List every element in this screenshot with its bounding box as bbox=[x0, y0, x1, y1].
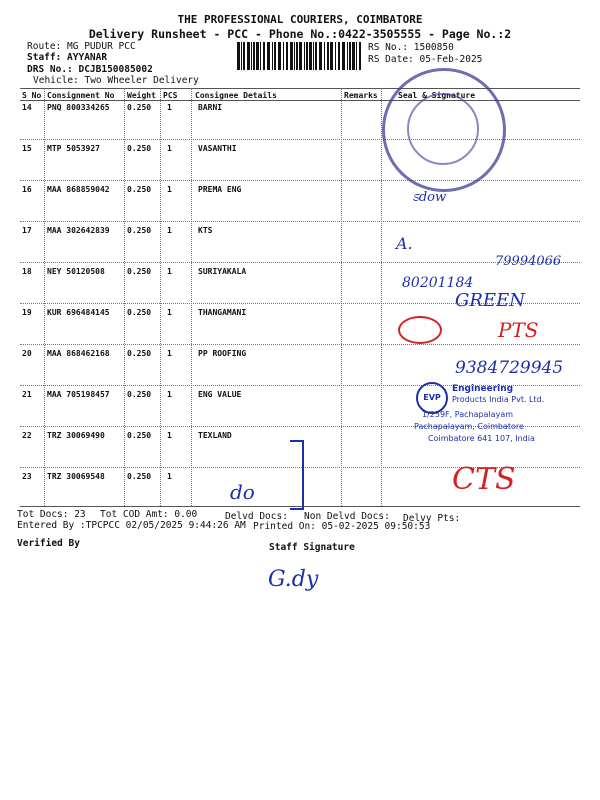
column-divider bbox=[44, 88, 45, 506]
stamp-line: Products India Pvt. Ltd. bbox=[452, 395, 545, 404]
row-pcs: 1 bbox=[167, 185, 172, 194]
handwritten-phone: 79994066 bbox=[495, 254, 562, 269]
row-pcs: 1 bbox=[167, 472, 172, 481]
row-sno: 19 bbox=[22, 308, 32, 317]
barcode-bar bbox=[290, 42, 293, 70]
row-pcs: 1 bbox=[167, 390, 172, 399]
row-sno: 16 bbox=[22, 185, 32, 194]
row-consignee: THANGAMANI bbox=[198, 308, 247, 317]
staff-handwritten-signature: G.dy bbox=[268, 567, 319, 592]
barcode-bar bbox=[241, 42, 242, 70]
barcode-bar bbox=[294, 42, 295, 70]
barcode-bar bbox=[315, 42, 317, 70]
col-header-remarks: Remarks bbox=[344, 91, 378, 100]
row-weight: 0.250 bbox=[127, 267, 152, 276]
drs-number: DRS No.: DCJB150085002 bbox=[27, 64, 153, 75]
barcode-bar bbox=[352, 42, 355, 70]
row-consignee: KTS bbox=[198, 226, 213, 235]
column-divider bbox=[160, 88, 161, 506]
handwritten-mark: CTS bbox=[452, 462, 516, 497]
row-sno: 17 bbox=[22, 226, 32, 235]
barcode-bar bbox=[286, 42, 288, 70]
barcode-bar bbox=[335, 42, 336, 70]
col-header-sno: S No bbox=[22, 91, 42, 100]
stamp-line: Pachapalayam, Coimbatore bbox=[414, 422, 524, 431]
barcode-bar bbox=[247, 42, 250, 70]
entered-by: Entered By :TPCPCC 02/05/2025 9:44:26 AM bbox=[17, 520, 246, 531]
row-sno: 20 bbox=[22, 349, 32, 358]
row-consignee: TEXLAND bbox=[198, 431, 232, 440]
total-cod-amount: Tot COD Amt: 0.00 bbox=[100, 509, 198, 520]
handwritten-signature: ಽdow bbox=[412, 190, 447, 205]
row-consignment: PNQ 800334265 bbox=[47, 103, 110, 112]
row-pcs: 1 bbox=[167, 431, 172, 440]
row-divider bbox=[20, 344, 580, 345]
row-consignment: MAA 868859042 bbox=[47, 185, 110, 194]
row-consignee: PP ROOFING bbox=[198, 349, 247, 358]
barcode-bar bbox=[243, 42, 245, 70]
delivery-points: Delvy Pts: bbox=[403, 513, 461, 524]
barcode-bar bbox=[251, 42, 252, 70]
row-weight: 0.250 bbox=[127, 349, 152, 358]
barcode-bar bbox=[342, 42, 345, 70]
barcode-bar bbox=[319, 42, 322, 70]
row-consignee: BARNI bbox=[198, 103, 223, 112]
row-pcs: 1 bbox=[167, 226, 172, 235]
barcode-bar bbox=[256, 42, 259, 70]
stamp-line: Coimbatore 641 107, India bbox=[428, 434, 535, 443]
column-divider bbox=[191, 88, 192, 506]
row-sno: 15 bbox=[22, 144, 32, 153]
col-header-consignment: Consignment No bbox=[47, 91, 115, 100]
row-pcs: 1 bbox=[167, 103, 172, 112]
barcode-bar bbox=[263, 42, 265, 70]
row-consignment: TRZ 30069490 bbox=[47, 431, 105, 440]
total-docs: Tot Docs: 23 bbox=[17, 509, 86, 520]
red-scribble bbox=[398, 316, 442, 344]
row-sno: 21 bbox=[22, 390, 32, 399]
barcode-bar bbox=[347, 42, 348, 70]
row-weight: 0.250 bbox=[127, 144, 152, 153]
barcode-bar bbox=[330, 42, 333, 70]
barcode-bar bbox=[272, 42, 273, 70]
runsheet-subtitle: Delivery Runsheet - PCC - Phone No.:0422-3505555 - Page No.:2 bbox=[88, 27, 512, 41]
column-divider bbox=[381, 88, 382, 506]
handwritten-signature: A. bbox=[396, 234, 413, 253]
row-consignment: NEY 50120508 bbox=[47, 267, 105, 276]
staff-signature-label: Staff Signature bbox=[269, 542, 355, 553]
row-divider bbox=[20, 180, 580, 181]
stamp-line: 1/259F, Pachapalayam bbox=[422, 410, 514, 419]
barcode-bar bbox=[338, 42, 340, 70]
row-divider bbox=[20, 221, 580, 222]
row-consignee: ENG VALUE bbox=[198, 390, 242, 399]
barcode-bar bbox=[253, 42, 255, 70]
handwritten-phone: 9384729945 bbox=[455, 358, 564, 378]
row-pcs: 1 bbox=[167, 267, 172, 276]
barcode-bar bbox=[267, 42, 270, 70]
table-top-border bbox=[20, 88, 580, 89]
col-header-seal: Seal & Signature bbox=[398, 91, 476, 100]
row-sno: 23 bbox=[22, 472, 32, 481]
barcode-bar bbox=[306, 42, 308, 70]
row-weight: 0.250 bbox=[127, 226, 152, 235]
row-sno: 18 bbox=[22, 267, 32, 276]
row-weight: 0.250 bbox=[127, 431, 152, 440]
row-consignment: MAA 705198457 bbox=[47, 390, 110, 399]
company-seal-stamp bbox=[382, 68, 506, 192]
rs-number: RS No.: 1500850 bbox=[368, 42, 454, 53]
barcode-bar bbox=[356, 42, 357, 70]
barcode-bar bbox=[309, 42, 312, 70]
barcode-bar bbox=[304, 42, 305, 70]
col-header-weight: Weight bbox=[127, 91, 156, 100]
vehicle-label: Vehicle: Two Wheeler Delivery bbox=[33, 75, 199, 86]
barcode-bar bbox=[313, 42, 314, 70]
row-pcs: 1 bbox=[167, 308, 172, 317]
barcode-bar bbox=[296, 42, 298, 70]
row-consignment: MTP 5053927 bbox=[47, 144, 100, 153]
row-weight: 0.250 bbox=[127, 185, 152, 194]
barcode-bar bbox=[299, 42, 302, 70]
evp-logo-icon: EVP bbox=[416, 382, 448, 414]
row-pcs: 1 bbox=[167, 144, 172, 153]
delivered-docs: Delvd Docs: bbox=[225, 511, 288, 522]
col-header-pcs: PCS bbox=[163, 91, 178, 100]
blue-bracket bbox=[290, 440, 304, 510]
barcode-bar bbox=[327, 42, 329, 70]
non-delivered-docs: Non Delvd Docs: bbox=[304, 511, 390, 522]
barcode-bar bbox=[278, 42, 281, 70]
handwritten-signature: GREEN bbox=[455, 290, 525, 311]
row-consignment: MAA 868462168 bbox=[47, 349, 110, 358]
stamp-line: Engineering bbox=[452, 384, 514, 394]
column-divider bbox=[341, 88, 342, 506]
row-weight: 0.250 bbox=[127, 308, 152, 317]
handwritten-phone: 80201184 bbox=[402, 275, 474, 291]
barcode-bar bbox=[274, 42, 276, 70]
row-weight: 0.250 bbox=[127, 390, 152, 399]
barcode-bar bbox=[349, 42, 351, 70]
company-title: THE PROFESSIONAL COURIERS, COIMBATORE bbox=[177, 13, 423, 26]
barcode-bar bbox=[359, 42, 361, 70]
row-consignee: SURIYAKALA bbox=[198, 267, 247, 276]
handwritten-mark: do bbox=[230, 480, 255, 504]
row-consignment: KUR 696484145 bbox=[47, 308, 110, 317]
row-sno: 14 bbox=[22, 103, 32, 112]
row-consignment: MAA 302642839 bbox=[47, 226, 110, 235]
barcode-bar bbox=[283, 42, 284, 70]
col-header-consignee: Consignee Details bbox=[195, 91, 277, 100]
barcode-bar bbox=[324, 42, 325, 70]
printed-on: Printed On: 05-02-2025 09:50:53 bbox=[253, 521, 431, 532]
rs-date: RS Date: 05-Feb-2025 bbox=[368, 54, 483, 65]
evp-stamp bbox=[408, 376, 548, 446]
barcode bbox=[237, 42, 362, 72]
row-consignment: TRZ 30069548 bbox=[47, 472, 105, 481]
route-label: Route: MG PUDUR PCC bbox=[27, 41, 136, 52]
barcode-bar bbox=[237, 42, 240, 70]
row-consignee: VASANTHI bbox=[198, 144, 237, 153]
barcode-bar bbox=[260, 42, 261, 70]
row-consignee: PREMA ENG bbox=[198, 185, 242, 194]
row-weight: 0.250 bbox=[127, 103, 152, 112]
column-divider bbox=[124, 88, 125, 506]
handwritten-mark: PTS bbox=[498, 318, 539, 342]
verified-by-label: Verified By bbox=[17, 538, 80, 549]
row-weight: 0.250 bbox=[127, 472, 152, 481]
row-sno: 22 bbox=[22, 431, 32, 440]
staff-label: Staff: AYYANAR bbox=[27, 52, 108, 63]
row-pcs: 1 bbox=[167, 349, 172, 358]
